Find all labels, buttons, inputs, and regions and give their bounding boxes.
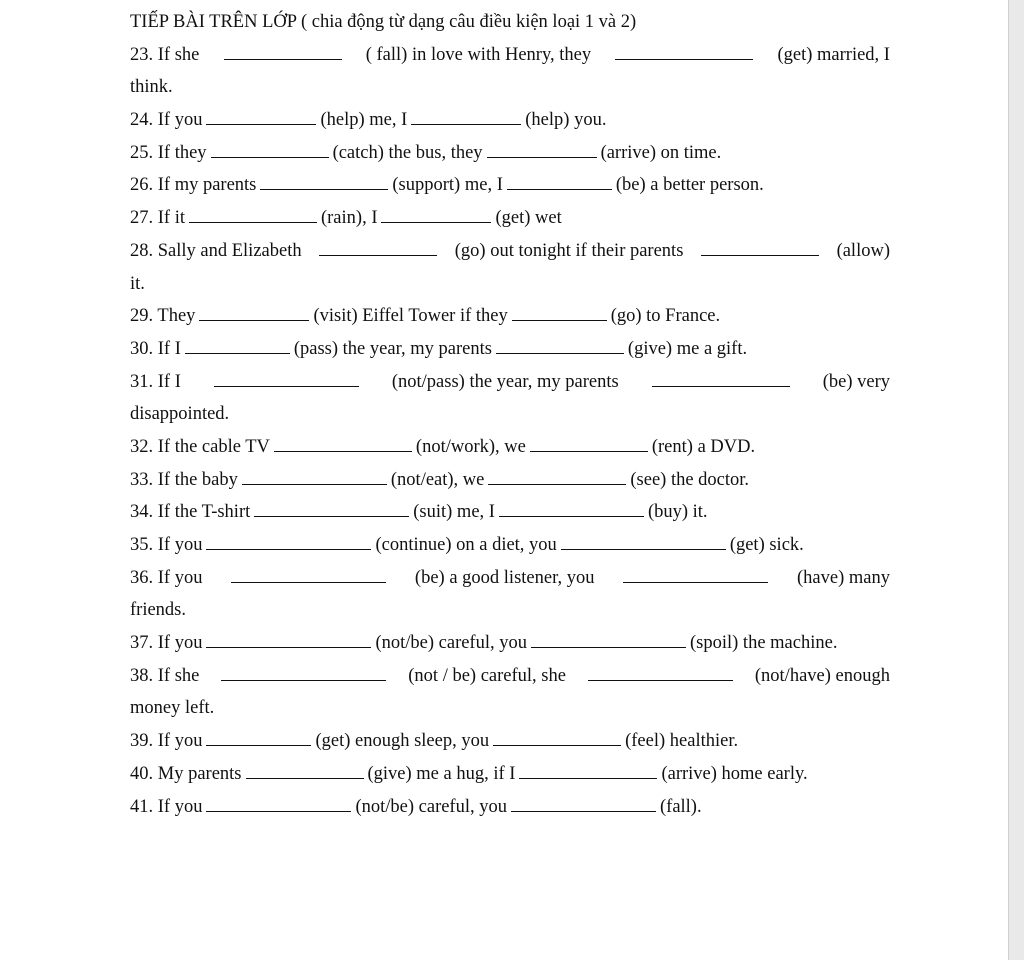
answer-blank[interactable] [561,535,726,550]
exercise-item-36-cont: friends. [130,600,186,621]
answer-blank[interactable] [185,339,290,354]
answer-blank[interactable] [652,372,790,387]
answer-blank[interactable] [242,470,387,485]
answer-blank[interactable] [496,339,624,354]
answer-blank[interactable] [319,241,437,256]
exercise-item-29: 29. They (visit) Eiffel Tower if they (go) to France. [130,306,721,327]
answer-blank[interactable] [701,241,819,256]
answer-blank[interactable] [254,502,409,517]
exercise-item-28-cont: it. [130,273,145,294]
exercise-item-35: 35. If you (continue) on a diet, you (get) sick. [130,535,804,555]
answer-blank[interactable] [499,502,644,517]
exercise-item-39: 39. If you (get) enough sleep, you (feel) healthier. [130,731,739,752]
exercise-item-36: 36. If you (be) a good listener, you (have) many [130,567,890,588]
exercise-item-40: 40. My parents (give) me a hug, if I (arrive) home early. [130,763,808,784]
exercise-item-31: 31. If I (not/pass) the year, my parents (be) very [130,371,890,392]
answer-blank[interactable] [221,666,386,681]
exercise-item-31-cont: disappointed. [130,404,230,425]
answer-blank[interactable] [206,731,311,746]
exercise-content [130,6,890,823]
answer-blank[interactable] [615,45,753,60]
answer-blank[interactable] [512,306,607,321]
answer-blank[interactable] [260,175,388,190]
exercise-item-24: 24. If you (help) me, I (help) you. [130,110,607,131]
answer-blank[interactable] [211,143,329,158]
answer-blank[interactable] [199,306,309,321]
answer-blank[interactable] [274,437,412,452]
exercise-item-38-cont: money left. [130,698,215,719]
answer-blank[interactable] [519,764,657,779]
answer-blank[interactable] [214,372,359,387]
exercise-item-34: 34. If the T-shirt (suit) me, I (buy) it. [130,502,708,523]
answer-blank[interactable] [507,175,612,190]
answer-blank[interactable] [246,764,364,779]
answer-blank[interactable] [623,568,768,583]
exercise-item-37: 37. If you (not/be) careful, you (spoil) the machine. [130,633,838,654]
answer-blank[interactable] [411,110,521,125]
exercise-item-28: 28. Sally and Elizabeth (go) out tonight if their parents (allow) [130,240,890,261]
exercise-item-27: 27. If it (rain), I (get) wet [130,208,562,229]
answer-blank[interactable] [206,797,351,812]
answer-blank[interactable] [224,45,342,60]
page-title: TIẾP BÀI TRÊN LỚP ( chia động từ dạng câu điều kiện loại 1 và 2) [130,12,637,32]
answer-blank[interactable] [588,666,733,681]
exercise-item-41: 41. If you (not/be) careful, you (fall). [130,796,702,817]
exercise-item-30: 30. If I (pass) the year, my parents (give) me a gift. [130,338,748,359]
answer-blank[interactable] [231,568,386,583]
exercise-item-38: 38. If she (not / be) careful, she (not/have) enough [130,665,890,686]
exercise-item-23-cont: think. [130,77,173,98]
answer-blank[interactable] [531,633,686,648]
answer-blank[interactable] [206,110,316,125]
exercise-item-26: 26. If my parents (support) me, I (be) a better person. [130,175,764,196]
answer-blank[interactable] [487,143,597,158]
exercise-item-33: 33. If the baby (not/eat), we (see) the doctor. [130,469,750,490]
exercise-item-23: 23. If she ( fall) in love with Henry, they (get) married, I [130,44,890,65]
answer-blank[interactable] [511,797,656,812]
exercise-item-25: 25. If they (catch) the bus, they (arrive) on time. [130,142,722,163]
answer-blank[interactable] [206,535,371,550]
answer-blank[interactable] [493,731,621,746]
exercise-item-32: 32. If the cable TV (not/work), we (rent) a DVD. [130,436,756,457]
answer-blank[interactable] [530,437,648,452]
answer-blank[interactable] [206,633,371,648]
answer-blank[interactable] [381,208,491,223]
answer-blank[interactable] [488,470,626,485]
answer-blank[interactable] [189,208,317,223]
